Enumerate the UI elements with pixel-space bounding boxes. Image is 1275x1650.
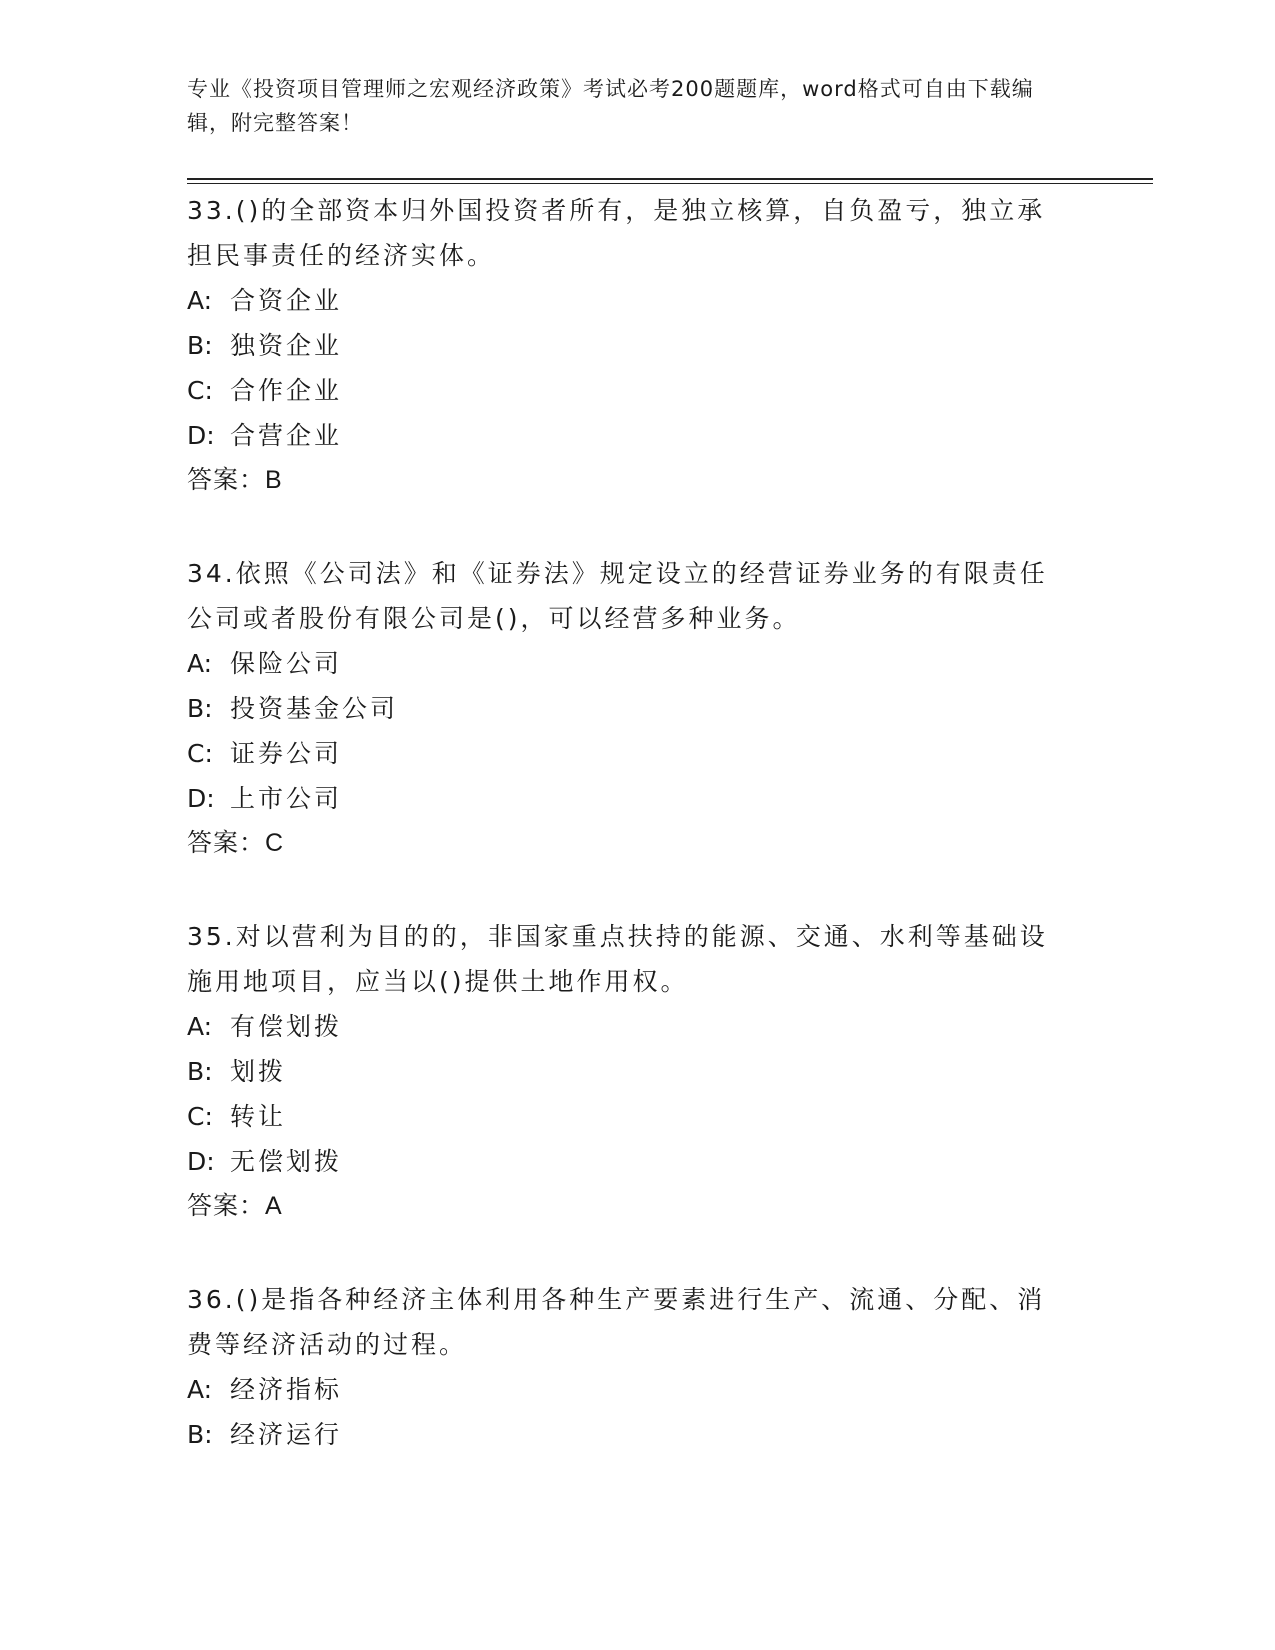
option-key: C: <box>187 376 213 405</box>
option-label: 合资企业 <box>230 286 343 315</box>
option-d <box>187 1139 1067 1184</box>
answer: 答案：A <box>187 1192 283 1220</box>
option-key: D: <box>187 784 215 813</box>
option-label: 经济指标 <box>230 1375 343 1404</box>
option-label: 经济运行 <box>230 1420 343 1449</box>
question-33 <box>187 188 1067 503</box>
option-key: B: <box>187 331 213 360</box>
option-key: A: <box>187 1375 213 1404</box>
option-a <box>187 1004 1067 1049</box>
option-label: 合作企业 <box>230 376 343 405</box>
option-label: 投资基金公司 <box>230 694 399 723</box>
option-label: 证券公司 <box>230 739 343 768</box>
question-text: 33.()的全部资本归外国投资者所有，是独立核算，自负盈亏，独立承担民事责任的经济实体。 <box>187 196 1046 270</box>
option-a <box>187 1367 1067 1412</box>
option-a <box>187 278 1067 323</box>
option-label: 独资企业 <box>230 331 343 360</box>
option-label: 上市公司 <box>230 784 343 813</box>
answer: 答案：C <box>187 829 285 857</box>
question-text: 35.对以营利为目的的，非国家重点扶持的能源、交通、水利等基础设施用地项目，应当以()提供土地作用权。 <box>187 922 1048 996</box>
option-key: C: <box>187 739 213 768</box>
option-b <box>187 1049 1067 1094</box>
question-text: 34.依照《公司法》和《证券法》规定设立的经营证券业务的有限责任公司或者股份有限公司是()，可以经营多种业务。 <box>187 559 1048 633</box>
option-label: 有偿划拨 <box>230 1012 343 1041</box>
option-key: B: <box>187 1057 213 1086</box>
option-label: 转让 <box>230 1102 287 1131</box>
option-c <box>187 731 1067 776</box>
option-label: 保险公司 <box>230 649 343 678</box>
question-35 <box>187 914 1067 1229</box>
option-key: A: <box>187 1012 213 1041</box>
option-b <box>187 323 1067 368</box>
option-d <box>187 413 1067 458</box>
answer: 答案：B <box>187 466 283 494</box>
option-key: D: <box>187 421 215 450</box>
option-label: 划拨 <box>230 1057 287 1086</box>
option-d <box>187 776 1067 821</box>
document-header: 专业《投资项目管理师之宏观经济政策》考试必考200题题库，word格式可自由下载编辑，附完整答案！ <box>187 77 1034 135</box>
option-key: D: <box>187 1147 215 1176</box>
option-key: C: <box>187 1102 213 1131</box>
option-b <box>187 686 1067 731</box>
option-key: A: <box>187 286 213 315</box>
option-c <box>187 368 1067 413</box>
header-divider-thin <box>187 183 1153 184</box>
option-label: 合营企业 <box>230 421 343 450</box>
question-text: 36.()是指各种经济主体利用各种生产要素进行生产、流通、分配、消费等经济活动的过程。 <box>187 1285 1046 1359</box>
option-label: 无偿划拨 <box>230 1147 343 1176</box>
option-key: B: <box>187 694 213 723</box>
option-b <box>187 1412 1067 1457</box>
option-key: A: <box>187 649 213 678</box>
option-c <box>187 1094 1067 1139</box>
question-34 <box>187 551 1067 866</box>
option-a <box>187 641 1067 686</box>
option-key: B: <box>187 1420 213 1449</box>
header-divider <box>187 178 1153 180</box>
question-36 <box>187 1277 1067 1457</box>
